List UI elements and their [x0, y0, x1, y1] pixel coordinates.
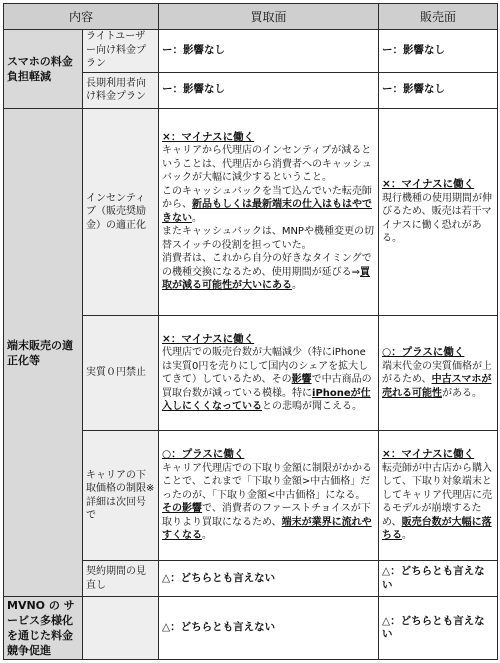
- header-sell-side: 販売面: [379, 4, 498, 30]
- verdict-label: ×：マイナスに働く: [382, 448, 475, 461]
- impact-emphasis: その影響: [162, 503, 203, 515]
- buy-impact-incentive: [159, 108, 379, 315]
- sell-impact-contract: △：どちらとも言えない: [379, 561, 498, 597]
- impact-text: キャリア代理店での下取り金額に制限がかかることで、これまで「下取り金額>中古価格」だったのが、「下取り金額<中古価格」になる。: [162, 462, 373, 501]
- buy-impact-tradein: [159, 431, 379, 561]
- impact-text: 消費者は、これから自分の好きなタイミングでの機種交換になるため、使用期間が延びる⇒: [162, 253, 372, 278]
- sell-impact-mvno: △：どちらとも言えない: [379, 597, 498, 660]
- verdict-label: ○：プラスに働く: [162, 448, 245, 461]
- impact-text: で、消費者のファーストチョイスが下取りより買取になるため、: [162, 503, 371, 528]
- impact-text: 転売師が中古店から購入して、下取り対象端末としてキャリア代理店に売るモデルが崩壊するため、: [382, 462, 493, 528]
- impact-text: との悲鳴が聞こえる。: [262, 401, 363, 413]
- impact-text: 。: [202, 530, 213, 542]
- sell-impact-light-user: ー：影響なし: [379, 29, 498, 72]
- row-label-incentive: インセンティブ（販売奨励金）の適正化: [83, 108, 159, 315]
- impact-table: [3, 3, 498, 660]
- buy-impact-long-term: ー：影響なし: [159, 72, 379, 108]
- row-label-zero-yen: 実質０円禁止: [83, 316, 159, 431]
- impact-text: 。: [292, 280, 303, 292]
- impact-emphasis: 中古スマホが売れる可能性: [382, 374, 492, 399]
- category-mvno: MVNO の サービス多様化を通じた料金競争促進: [4, 597, 83, 660]
- sell-impact-tradein: [379, 431, 498, 561]
- buy-impact-zero-yen: [159, 316, 379, 431]
- table-row: [4, 108, 498, 315]
- verdict-label: ×：マイナスに働く: [382, 178, 475, 191]
- table-row: [4, 29, 498, 72]
- row-label-tradein: キャリアの下取価格の制限※詳細は次回号で: [83, 431, 159, 561]
- impact-text: またキャッシュバックは、MNPや機種変更の切替スイッチの役割を担っていた。: [162, 226, 374, 251]
- impact-text: このキャッシュバックを当て込んでいた転売師から、: [162, 185, 372, 211]
- verdict-label: ×：マイナスに働く: [162, 332, 255, 345]
- verdict-label: ○：プラスに働く: [382, 346, 465, 359]
- impact-text: 現行機種の使用期間が伸びるため、販売は若干マイナスに働く恐れがある。: [382, 192, 493, 245]
- category-smartphone-fee: スマホの料金負担軽減: [4, 29, 83, 108]
- impact-text: 代理店での販売台数が大幅減少（特にiPhoneは実質0円を売りにして国内のシェアを拡大してきて）しているため、その: [162, 347, 369, 386]
- header-buy-side: 買取面: [159, 4, 379, 30]
- impact-emphasis: 買取が減る可能性が大いにある: [162, 266, 370, 292]
- row-label-contract: 契約期間の見直し: [83, 561, 159, 597]
- table-header-row: [4, 4, 498, 30]
- impact-emphasis: 端末が業界に流れやすくなる: [162, 516, 372, 542]
- row-label-light-user: ライトユーザー向け料金プラン: [83, 29, 159, 72]
- empty-cell: [83, 597, 159, 660]
- impact-text: で中古商品の買取台数が減っている模様。特に: [162, 374, 372, 399]
- impact-text: 。: [192, 212, 203, 224]
- impact-text: がある。: [442, 387, 483, 399]
- impact-text: キャリアから代理店のインセンティブが減るということは、代理店から消費者へのキャッシュバックが大幅に減少するということ。: [162, 145, 372, 184]
- impact-emphasis: 新品もしくは最新端末の仕入はもはやできない: [162, 199, 373, 224]
- sell-impact-incentive: [379, 108, 498, 315]
- impact-emphasis: 影響: [291, 374, 312, 386]
- category-terminal-sales: 端末販売の適正化等: [4, 108, 83, 597]
- impact-emphasis: 販売台数が大幅に落ちる: [382, 516, 492, 542]
- sell-impact-long-term: ー：影響なし: [379, 72, 498, 108]
- verdict-label: ×：マイナスに働く: [162, 130, 255, 143]
- buy-impact-light-user: ー：影響なし: [159, 29, 379, 72]
- buy-impact-contract: △：どちらとも言えない: [159, 561, 379, 597]
- impact-emphasis: iPhoneが仕入しにくくなっている: [162, 387, 371, 413]
- sell-impact-zero-yen: [379, 316, 498, 431]
- impact-text: 。: [402, 530, 413, 542]
- buy-impact-mvno: △：どちらとも言えない: [159, 597, 379, 660]
- row-label-long-term: 長期利用者向け料金プラン: [83, 72, 159, 108]
- header-content: 内容: [4, 4, 159, 30]
- impact-text: 端末代金の実質価格が上がるため、: [382, 360, 493, 386]
- table-row: [4, 597, 498, 660]
